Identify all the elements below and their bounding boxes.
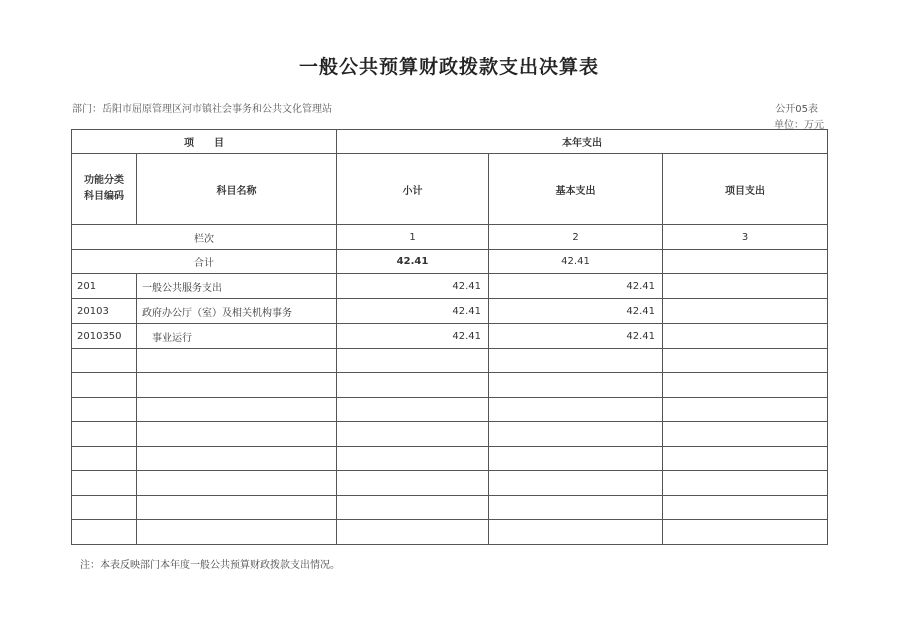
header-code-line1: 功能分类 [84, 175, 124, 186]
total-row [72, 250, 828, 274]
header-subject-name: 科目名称 [137, 154, 337, 225]
row-basic: 42.41 [489, 324, 663, 349]
table-row [72, 274, 828, 299]
row-subtotal: 42.41 [337, 299, 489, 324]
row-subtotal: 42.41 [337, 274, 489, 299]
row-name: 事业运行 [137, 324, 337, 349]
header-current-year: 本年支出 [337, 130, 828, 154]
table-row [72, 299, 828, 324]
unit-label: 单位：万元 [774, 120, 824, 131]
empty-row [72, 349, 828, 373]
expenditure-table [71, 129, 828, 545]
row-code: 201 [72, 274, 137, 299]
page-title: 一般公共预算财政拨款支出决算表 [298, 56, 599, 78]
form-number: 公开05表 [775, 104, 818, 115]
total-basic: 42.41 [489, 250, 663, 274]
header-project: 项目支出 [663, 154, 828, 225]
total-project [663, 250, 828, 274]
header-code-line2: 科目编码 [84, 191, 124, 202]
row-project [663, 299, 828, 324]
column-index-3: 3 [663, 225, 828, 250]
header-basic: 基本支出 [489, 154, 663, 225]
header-row-1 [72, 130, 828, 154]
empty-row [72, 520, 828, 545]
column-index-row [72, 225, 828, 250]
row-code: 2010350 [72, 324, 137, 349]
empty-row [72, 447, 828, 471]
empty-row [72, 422, 828, 447]
department-label: 部门：岳阳市屈原管理区河市镇社会事务和公共文化管理站 [72, 104, 332, 115]
row-subtotal: 42.41 [337, 324, 489, 349]
header-row-2 [72, 154, 828, 225]
table-row [72, 324, 828, 349]
empty-row [72, 496, 828, 520]
empty-row [72, 373, 828, 398]
row-basic: 42.41 [489, 274, 663, 299]
row-code: 20103 [72, 299, 137, 324]
row-project [663, 274, 828, 299]
row-basic: 42.41 [489, 299, 663, 324]
column-index-2: 2 [489, 225, 663, 250]
total-subtotal: 42.41 [337, 250, 489, 274]
row-name: 政府办公厅（室）及相关机构事务 [137, 299, 337, 324]
empty-row [72, 471, 828, 496]
header-code [72, 154, 137, 225]
row-name: 一般公共服务支出 [137, 274, 337, 299]
column-index-1: 1 [337, 225, 489, 250]
row-project [663, 324, 828, 349]
header-subtotal: 小计 [337, 154, 489, 225]
header-item: 项 目 [72, 130, 337, 154]
empty-row [72, 398, 828, 422]
column-index-label: 栏次 [72, 225, 337, 250]
footnote: 注：本表反映部门本年度一般公共预算财政拨款支出情况。 [80, 560, 340, 571]
total-label: 合计 [72, 250, 337, 274]
